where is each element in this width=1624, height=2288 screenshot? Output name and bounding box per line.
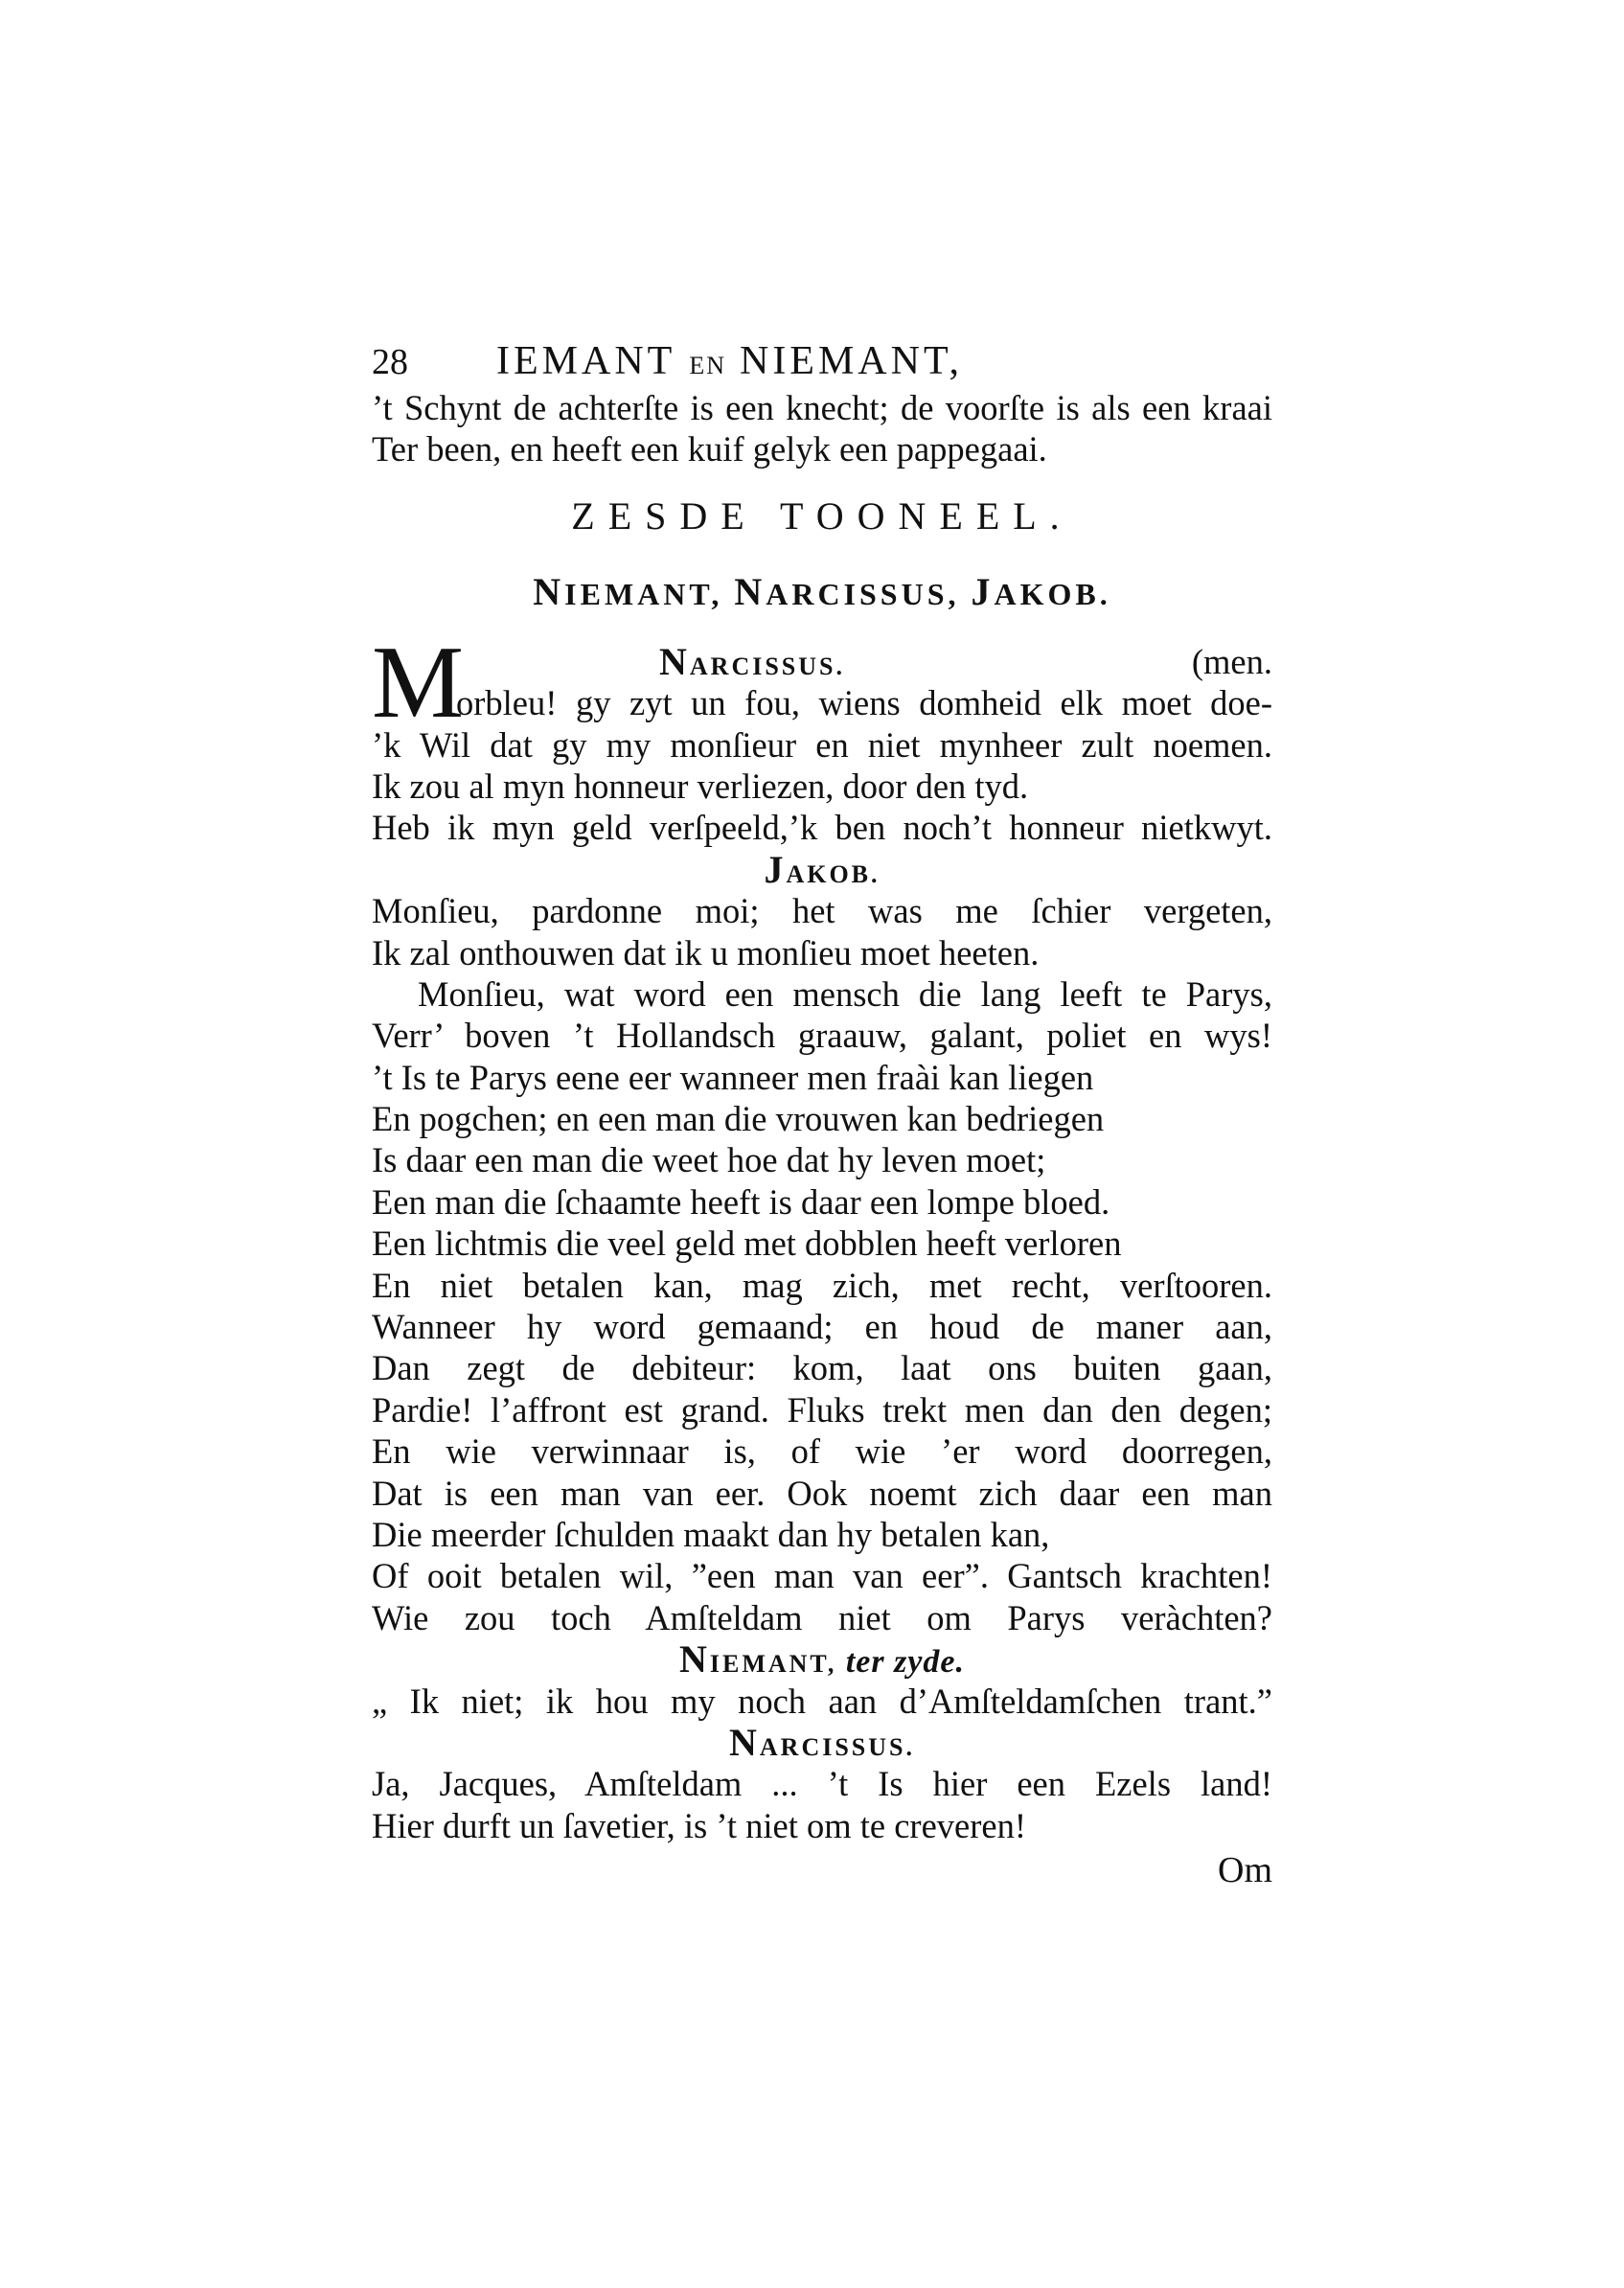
speaker-name: AKOB. — [786, 859, 881, 888]
speaker-label — [372, 1722, 1272, 1763]
speaker-name: ARCISSUS. — [759, 1732, 915, 1761]
person-initial: N — [734, 569, 766, 613]
verse-line: „ Ik niet; ik hou my noch aan d’Amſteldamſchen trant.” — [372, 1681, 1272, 1721]
verse-line: Hier durft un ſavetier, is ’t niet om te creveren! — [372, 1805, 1026, 1845]
verse-line: Ja, Jacques, Amſteldam ... ’t Is hier een Ezels land! — [372, 1764, 1272, 1804]
verse-line: Dat is een man van eer. Ook noemt zich daar een man — [372, 1473, 1272, 1513]
dramatis-personae — [372, 557, 1272, 628]
verse-line: Pardie! l’affront est grand. Fluks trekt men dan den degen; — [372, 1389, 1272, 1430]
verse-line: Wie zou toch Amſteldam niet om Parys veràchten? — [372, 1597, 1272, 1637]
verse-line: Heb ik myn geld verſpeeld,’k ben noch’t honneur nietkwyt. — [372, 808, 1272, 848]
person-name: IEMANT, — [564, 576, 723, 611]
verse-line: Verr’ boven ’t Hollandsch graauw, galant, poliet en wys! — [372, 1016, 1272, 1056]
verse-line: Een lichtmis die veel geld met dobblen heeft verloren — [372, 1224, 1122, 1264]
speaker-initial: J — [764, 847, 787, 891]
running-head-mid: EN — [689, 352, 726, 379]
speaker-name: IEMANT, — [709, 1650, 837, 1679]
text-block — [372, 335, 1272, 1894]
running-head-right: NIEMANT, — [739, 339, 964, 383]
overflow-word: (men. — [1191, 641, 1272, 681]
verse-line: En pogchen; en een man die vrouwen kan bedriegen — [372, 1099, 1105, 1139]
speech-opening — [372, 625, 1272, 740]
speaker-initial: N — [729, 1720, 760, 1764]
running-head-left: IEMANT — [496, 339, 676, 383]
verse-line: Ter been, en heeft een kuif gelyk een pappegaai. — [372, 429, 1047, 469]
person-initial: J — [971, 569, 995, 613]
person-initial: N — [533, 569, 565, 613]
speaker-label — [372, 1638, 1272, 1680]
verse-line: Die meerder ſchulden maakt dan hy betalen kan, — [372, 1515, 1050, 1554]
verse-line: ’t Schynt de achterſte is een knecht; de voorſte is als een kraai — [372, 388, 1272, 427]
verse-line: Wanneer hy word gemaand; en houd de maner aan, — [372, 1307, 1272, 1347]
speaker-label — [372, 849, 1272, 890]
verse-line: Of ooit betalen wil, ”een man van eer”. Gantsch krachten! — [372, 1556, 1272, 1596]
verse-line: ’t Is te Parys eene eer wanneer men fraài kan liegen — [372, 1057, 1094, 1097]
speaker-initial: N — [678, 1637, 710, 1682]
drop-capital: M — [372, 625, 465, 740]
speaker-label — [659, 641, 845, 687]
verse-line: Ik zal onthouwen dat ik u monſieu moet heeten. — [372, 932, 1040, 972]
person-name: ARCISSUS, — [766, 576, 960, 611]
speech-opening-row — [372, 641, 1272, 682]
verse-line: En niet betalen kan, mag zich, met recht, verſtooren. — [372, 1265, 1272, 1305]
page-header — [372, 335, 1272, 387]
verse-line: Monſieu, pardonne moi; het was me ſchier vergeten, — [372, 891, 1272, 931]
speaker-name: ARCISSUS. — [689, 652, 845, 680]
verse-line: Monſieu, wat word een mensch die lang leeft te Parys, — [418, 973, 1272, 1014]
verse-line: Dan zegt de debiteur: kom, laat ons buiten gaan, — [372, 1348, 1272, 1388]
verse-line: En wie verwinnaar is, of wie ’er word doorregen, — [372, 1431, 1272, 1472]
scene-title: ZESDE TOONEEL. — [571, 493, 1073, 538]
stage-direction: ter zyde. — [845, 1644, 966, 1681]
verse-line: orbleu! gy zyt un fou, wiens domheid elk moet doe- — [456, 683, 1272, 723]
person-name: AKOB. — [994, 576, 1111, 611]
verse-line: ’k Wil dat gy my monſieur en niet mynheer zult noemen. — [372, 724, 1272, 765]
page-number: 28 — [372, 342, 408, 382]
verse-line: Is daar een man die weet hoe dat hy leven moet; — [372, 1140, 1046, 1180]
running-head — [496, 335, 963, 392]
verse-line: Ik zou al myn honneur verliezen, door den tyd. — [372, 766, 1029, 806]
catchword: Om — [1218, 1850, 1272, 1891]
verse-line: Een man die ſchaamte heeft is daar een lompe bloed. — [372, 1181, 1110, 1222]
speaker-initial: N — [659, 639, 690, 683]
